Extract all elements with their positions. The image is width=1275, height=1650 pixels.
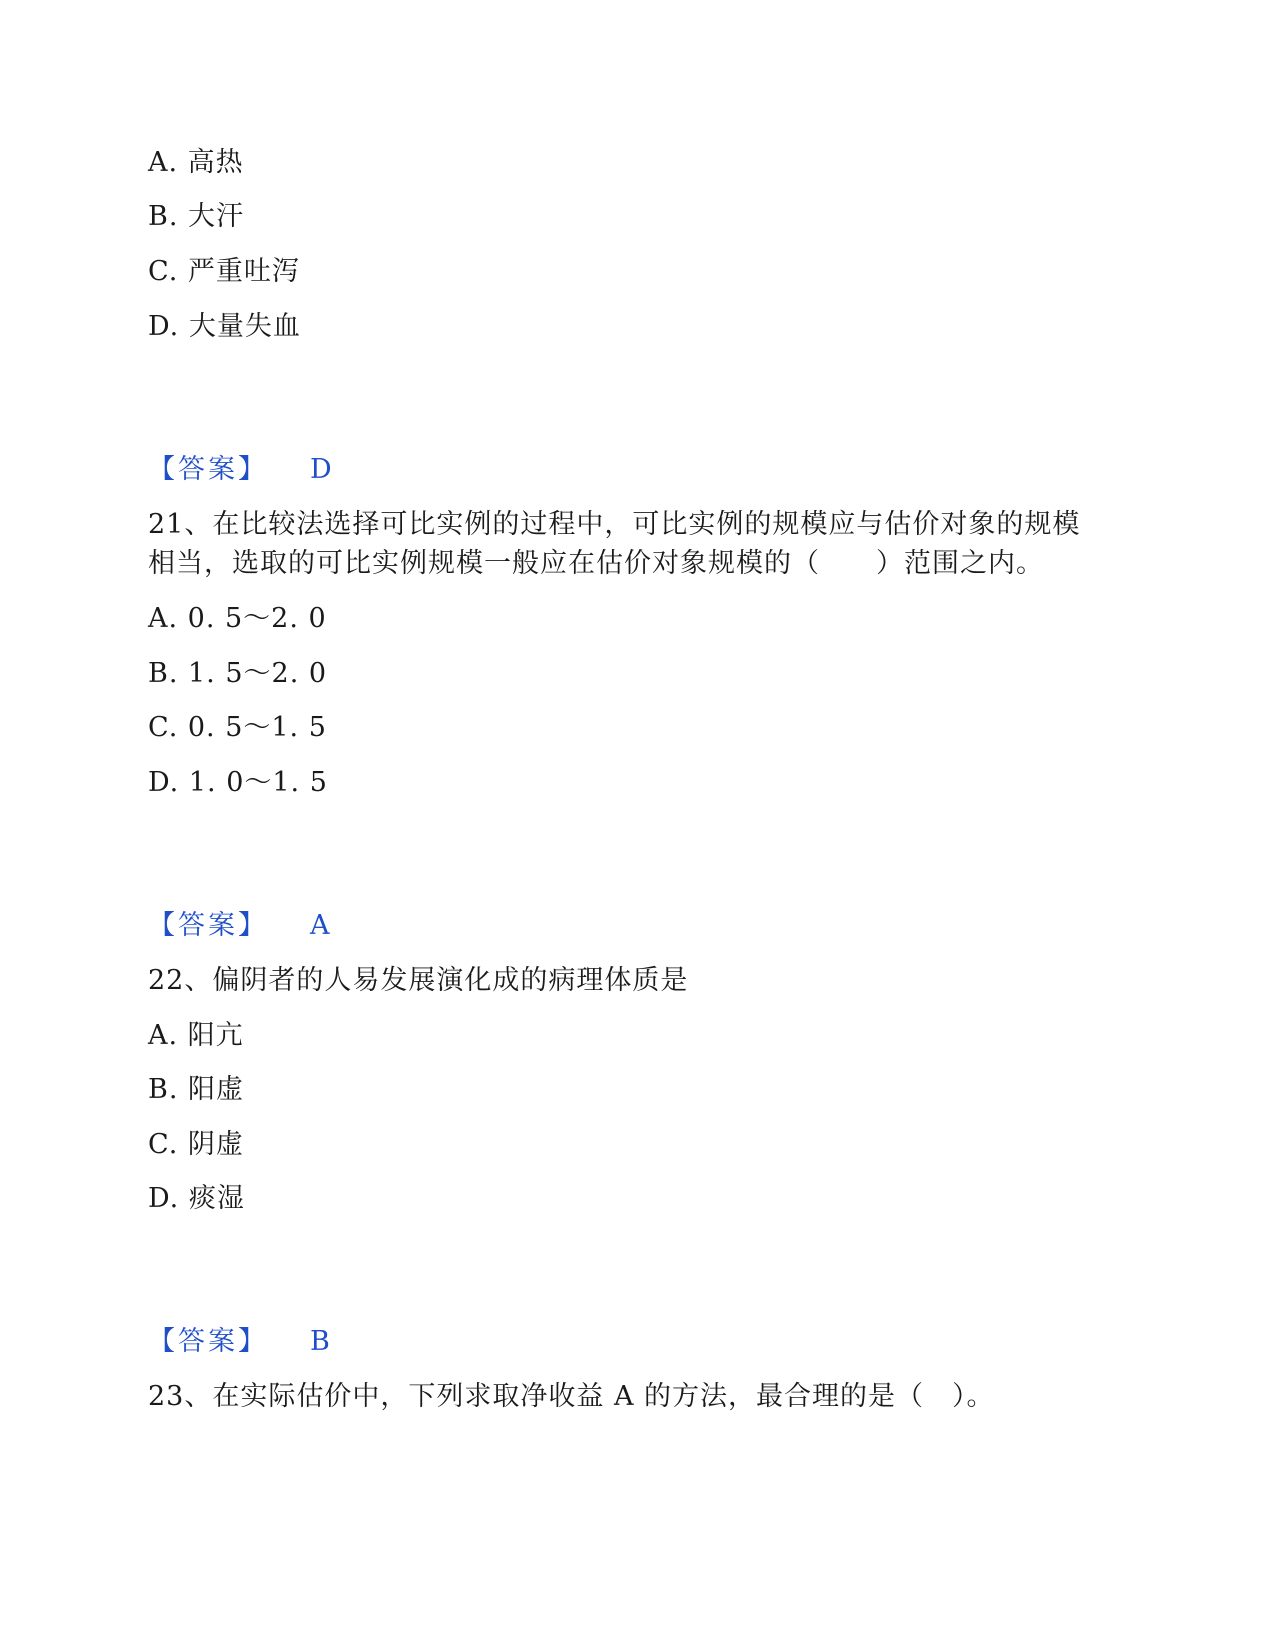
q20-option-c: C. 严重吐泻: [148, 256, 300, 287]
q22-option-a: A. 阳亢: [148, 1020, 244, 1051]
q20-option-d: D. 大量失血: [148, 311, 301, 342]
q20-answer: [148, 450, 333, 490]
answer-value: B: [310, 1326, 331, 1357]
q22-option-b: B. 阳虚: [148, 1074, 245, 1105]
answer-value: D: [310, 454, 333, 485]
q22-option-d: D. 痰湿: [148, 1183, 245, 1214]
answer-label: 【答案】: [148, 1326, 268, 1357]
q22-answer: [148, 1322, 331, 1362]
q20-option-b: B. 大汗: [148, 201, 245, 232]
q21-option-d: D. 1. 0～1. 5: [148, 767, 328, 798]
q21-stem-line-2: 相当，选取的可比实例规模一般应在估价对象规模的（ ）范围之内。: [148, 548, 1044, 579]
answer-label: 【答案】: [148, 910, 268, 941]
q22-stem: 22、偏阴者的人易发展演化成的病理体质是: [148, 965, 689, 996]
q21-answer: [148, 906, 331, 946]
q22-option-c: C. 阴虚: [148, 1129, 244, 1160]
q23-stem: 23、在实际估价中，下列求取净收益 A 的方法，最合理的是（ ）。: [148, 1381, 995, 1412]
q21-stem-line-1: 21、在比较法选择可比实例的过程中，可比实例的规模应与估价对象的规模: [148, 509, 1081, 540]
q21-option-a: A. 0. 5～2. 0: [148, 603, 327, 634]
q21-option-c: C. 0. 5～1. 5: [148, 712, 327, 743]
q20-option-a: A. 高热: [148, 147, 244, 178]
q21-option-b: B. 1. 5～2. 0: [148, 658, 328, 689]
answer-label: 【答案】: [148, 454, 268, 485]
answer-value: A: [310, 910, 331, 941]
